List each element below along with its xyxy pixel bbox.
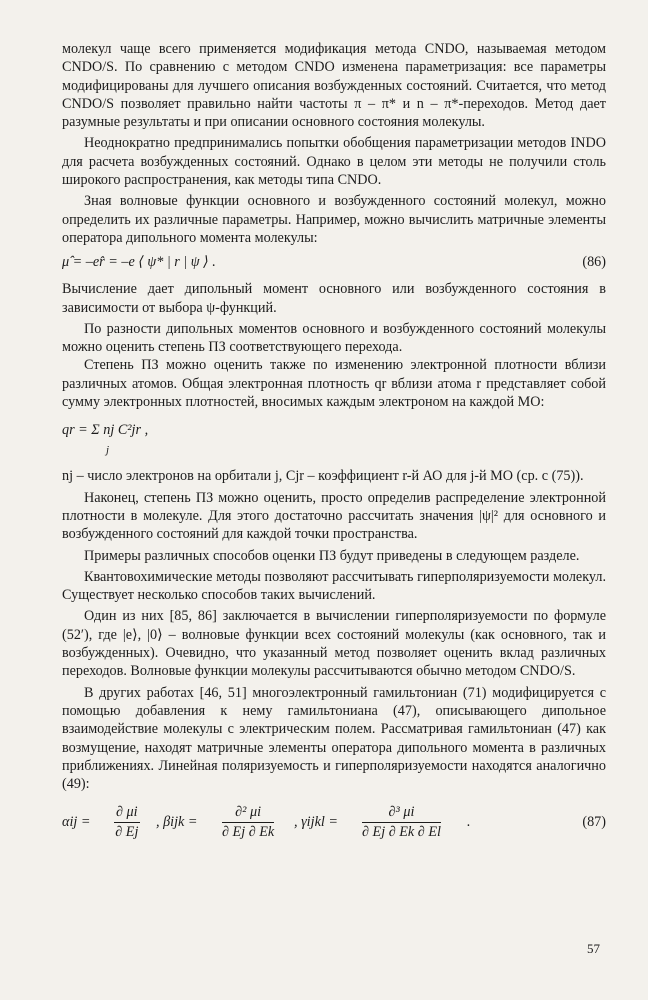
equation-87-end: . <box>467 814 471 831</box>
paragraph: Квантовохимические методы позволяют рассчитывать гиперполяризуемости молекул. Существует несколько способов таких вычислений. <box>62 568 606 604</box>
gamma-fraction <box>362 803 441 841</box>
paragraph: По разности дипольных моментов основного и возбужденного состояний молекулы можно оценить степень ПЗ соответствующего перехода. <box>62 320 606 356</box>
gamma-denominator: ∂ Ej ∂ Ek ∂ El <box>362 823 441 840</box>
gamma-numerator: ∂³ μi <box>362 803 441 822</box>
equation-86-number: (86) <box>582 254 606 271</box>
paragraph: Вычисление дает дипольный момент основного или возбужденного состояния в зависимости от выбора ψ-функций. <box>62 281 606 316</box>
equation-87 <box>62 803 606 855</box>
alpha-denominator: ∂ Ej <box>115 823 139 840</box>
alpha-fraction <box>114 803 140 841</box>
paragraph: молекул чаще всего применяется модификация метода CNDO, называемая методом CNDO/S. По сравнению с методом CNDO изменена параметризация: все параметры модифицированы для лучшего описания возбужденных состояний. Считается, что метод CNDO/S позволяет правильно найти частоты π – π* и n – π*-переходов. Метод дает разумные результаты и при описании основного состояния молекулы. <box>62 41 606 131</box>
equation-density-body: qr = Σ nj C²jr , <box>62 422 149 439</box>
equation-87-number: (87) <box>582 814 606 831</box>
alpha-label: αij = <box>62 814 91 831</box>
paragraph: Зная волновые функции основного и возбужденного состояний молекул, можно определить их различные параметры. Например, можно вычислить матричные элементы оператора дипольного момента молекулы: <box>62 193 606 246</box>
paragraph: Наконец, степень ПЗ можно оценить, просто определив распределение электронной плотности в молекуле. Для этого достаточно рассчитать значения |ψ|² для основного и возбужденного состояний для каждой точки пространства. <box>62 489 606 543</box>
equation-electron-density <box>62 417 606 459</box>
paragraph: Степень ПЗ можно оценить также по изменению электронной плотности вблизи различных атомов. Общая электронная плотность qr вблизи атома r представляет собой сумму электронных плотностей, вносимых каждым электроном на каждой МО: <box>62 357 606 411</box>
equation-86 <box>62 253 606 275</box>
beta-label: , βijk = <box>156 814 198 831</box>
paragraph: Примеры различных способов оценки ПЗ будут приведены в следующем разделе. <box>84 547 580 564</box>
gamma-label: , γijkl = <box>294 814 338 831</box>
paragraph: Неоднократно предпринимались попытки обобщения параметризации методов INDO для расчета возбужденных состояний. Однако в целом эти методы не получили столь широкого распространения, как методы типа CNDO. <box>62 135 606 189</box>
paragraph: В других работах [46, 51] многоэлектронный гамильтониан (71) модифицируется с помощью добавления к нему гамильтониана (47), описывающего дипольное взаимодействие молекулы с электрическим полем. Рассматривая гамильтониан (47) как возмущение, находят матричные элементы оператора дипольного момента в различных приближениях. Линейная поляризуемость и гиперполяризуемости находятся аналогично (49): <box>62 684 606 793</box>
beta-denominator: ∂ Ej ∂ Ek <box>222 823 275 840</box>
beta-fraction <box>222 803 274 841</box>
equation-density-index: j <box>106 444 110 457</box>
equation-86-body: μ̂ = –er̂ = –e ⟨ ψ* | r | ψ ⟩ . <box>62 254 216 271</box>
paragraph: Один из них [85, 86] заключается в вычислении гиперполяризуемости по формуле (52′), где |e⟩, |0⟩ – волновые функции всех состояний молекулы (как основного, так и возбужденных). Очевидно, что указанный метод позволяет оценить вклад различных переходов. Волновые функции молекулы рассчитываются обычно методом CNDO/S. <box>62 608 606 680</box>
paragraph: nj – число электронов на орбитали j, Cjr – коэффициент r-й АО для j-й МО (ср. с (75)). <box>62 468 584 485</box>
beta-numerator: ∂² μi <box>222 803 274 822</box>
page-number: 57 <box>587 941 600 956</box>
alpha-numerator: ∂ μi <box>114 803 140 822</box>
